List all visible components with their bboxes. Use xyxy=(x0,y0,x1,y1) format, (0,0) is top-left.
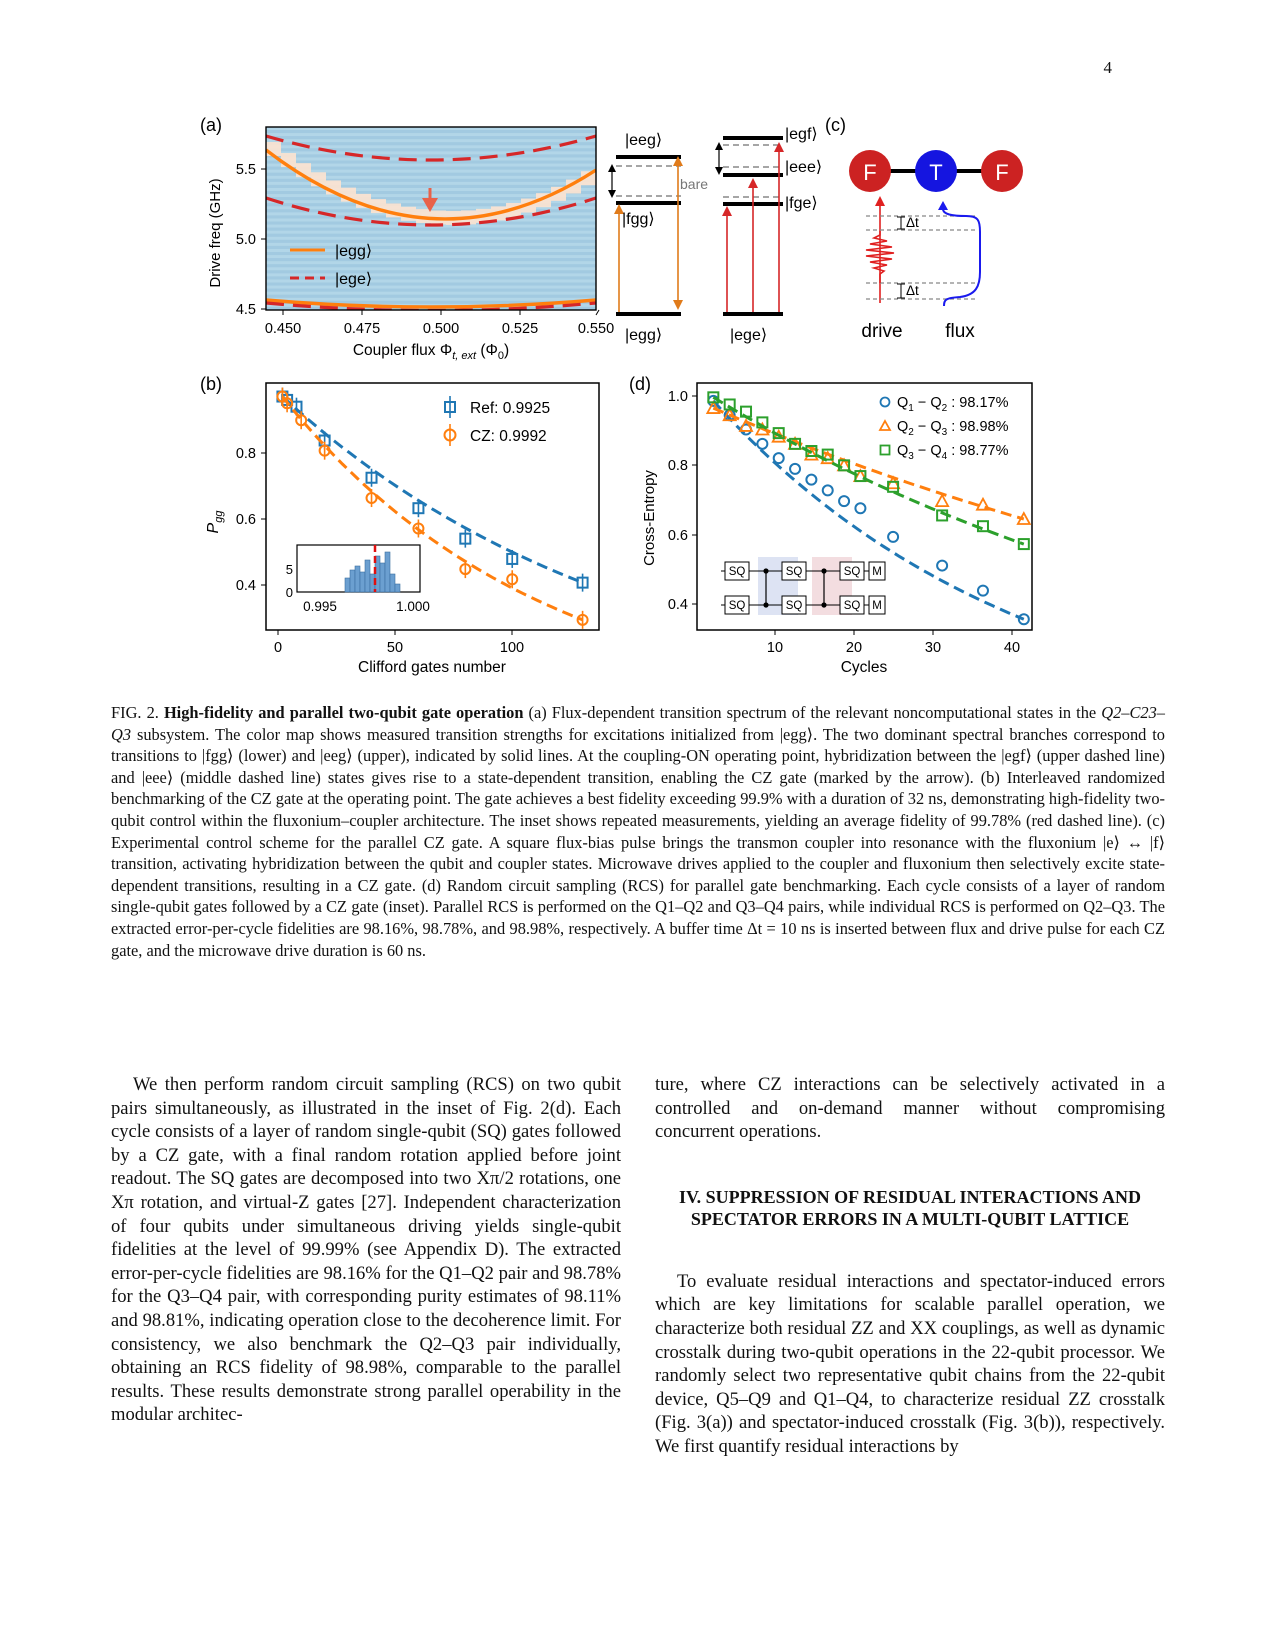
svg-text:M: M xyxy=(872,566,882,578)
a-ytick-0: 5.5 xyxy=(235,162,256,178)
level-eeg: |eeg⟩ xyxy=(625,132,663,149)
a-xtick-2: 0.500 xyxy=(422,321,460,337)
legend-d-q1q2: $Q_1 - Q_2$ : 98.17% xyxy=(897,395,1009,414)
level-ege: |ege⟩ xyxy=(730,327,768,344)
a-xtick-1: 0.475 xyxy=(343,321,381,337)
page-number: 4 xyxy=(1103,58,1112,77)
b-ytick-0: 0.8 xyxy=(235,446,256,462)
legend-egg: |egg⟩ xyxy=(335,243,373,260)
data-point xyxy=(774,453,784,463)
b-xtick-0: 0 xyxy=(273,640,283,656)
a-xtick-4: 0.550 xyxy=(577,321,615,337)
d-ytick-3: 0.4 xyxy=(667,597,688,613)
d-ytick-2: 0.6 xyxy=(667,528,688,544)
figure-2 xyxy=(0,0,1275,690)
legend-b xyxy=(445,396,551,446)
legend-cz: CZ: 0.9992 xyxy=(470,428,547,445)
delta-t-bottom: Δt xyxy=(906,283,919,298)
section-heading: IV. SUPPRESSION OF RESIDUAL INTERACTIONS AND SPECTATOR ERRORS IN A MULTI-QUBIT LATTICE xyxy=(678,1186,1142,1229)
a-xlabel: Coupler flux $\Phi_{t, ext}$ $(\Phi_0)$ xyxy=(352,342,510,362)
caption-text-1: (a) Flux-dependent transition spectrum of the relevant noncomputational states in the xyxy=(523,703,1102,722)
caption-math-1: Q2–C23–Q3 xyxy=(111,703,1165,744)
legend-d xyxy=(880,395,1009,462)
inset-b-xtick-1: 1.000 xyxy=(396,599,430,614)
legend-d-q2q3: $Q_2 - Q_3$ : 98.98% xyxy=(897,419,1009,438)
d-xtick-0: 10 xyxy=(766,640,784,656)
chart-b xyxy=(277,388,587,629)
b-xtick-2: 100 xyxy=(499,640,525,656)
panel-label-d: (d) xyxy=(629,374,651,394)
b-ytick-1: 0.6 xyxy=(235,512,256,528)
level-fge: |fge⟩ xyxy=(785,195,818,212)
d-xtick-2: 30 xyxy=(924,640,942,656)
svg-text:SQ: SQ xyxy=(785,566,803,578)
legend-ref: Ref: 0.9925 xyxy=(470,400,551,417)
b-xtick-1: 50 xyxy=(386,640,404,656)
d-ylabel: Cross-Entropy xyxy=(641,470,658,566)
svg-text:SQ: SQ xyxy=(785,600,803,612)
paragraph-residual: To evaluate residual interactions and spectator-induced errors which are key limitations for scalable parallel operation, we characterize both residual ZZ and XX couplings, as well as dynamic crosstalk during two-qubit operations in the 22-qubit processor. We randomly select two representative qubit chains from the 22-qubit device, Q5–Q9 and Q1–Q4, to characterize residual ZZ crosstalk (Fig. 3(a)) and spectator-induced crosstalk (Fig. 3(b)), respectively. We first quantify residual interactions by xyxy=(655,1270,1165,1457)
data-point xyxy=(855,503,865,513)
svg-text:SQ: SQ xyxy=(843,600,861,612)
body-column-left xyxy=(111,1073,621,1427)
fidelity-histogram-inset xyxy=(286,545,430,614)
legend-d-q3q4: $Q_3 - Q_4$ : 98.77% xyxy=(897,443,1009,462)
paragraph-rcs: We then perform random circuit sampling (RCS) on two qubit pairs simultaneously, as illustrated in the inset of Fig. 2(d). Each cycle consists of a layer of random single-qubit (SQ) gates followed by a CZ gate, with a final random rotation applied before joint readout. The SQ gates are decomposed into two Xπ/2 rotations, one Xπ rotation, and virtual-Z gates [27]. Independent characterization of four qubits under simultaneous driving yields single-qubit fidelities at the level of 99.99% (see Appendix D). The extracted error-per-cycle fidelities are 98.16% for the Q1–Q2 pair and 98.78% for the Q3–Q4 pair, with corresponding purity estimates of 98.11% and 98.81%, indicating operation close to the decoherence limit. For consistency, we also benchmark the Q2–Q3 pair individually, obtaining an RCS fidelity of 98.98%, comparable to the parallel results. These results demonstrate strong parallel operability in the modular architec- xyxy=(111,1074,621,1426)
a-ytick-2: 4.5 xyxy=(235,302,256,318)
a-xtick-3: 0.525 xyxy=(501,321,539,337)
level-eee: |eee⟩ xyxy=(785,159,823,176)
data-point xyxy=(757,439,767,449)
level-diagram-left xyxy=(608,132,708,344)
drive-pulse xyxy=(866,231,894,283)
a-ylabel: Drive freq (GHz) xyxy=(207,178,224,288)
level-fgg: |fgg⟩ xyxy=(622,211,655,228)
data-point xyxy=(978,586,988,596)
data-point xyxy=(937,561,947,571)
svg-text:SQ: SQ xyxy=(843,566,861,578)
panel-label-a: (a) xyxy=(200,115,222,135)
inset-b-ytick-0: 5 xyxy=(285,562,293,577)
legend-ege: |ege⟩ xyxy=(335,271,373,288)
drive-label: drive xyxy=(861,321,903,342)
d-ytick-0: 1.0 xyxy=(667,389,688,405)
d-xtick-1: 20 xyxy=(845,640,863,656)
body-column-right xyxy=(655,1073,1165,1459)
data-point xyxy=(888,532,898,542)
b-ylabel: $P_{gg}$ xyxy=(205,510,225,534)
svg-text:F: F xyxy=(863,160,877,185)
flux-label: flux xyxy=(945,321,975,342)
level-egf: |egf⟩ xyxy=(785,126,818,143)
svg-text:F: F xyxy=(995,160,1009,185)
panel-label-b: (b) xyxy=(200,374,222,394)
rcs-circuit-inset xyxy=(721,557,885,615)
a-ytick-1: 5.0 xyxy=(235,232,256,248)
panel-label-c: (c) xyxy=(825,115,846,135)
level-egg: |egg⟩ xyxy=(625,327,663,344)
data-point xyxy=(823,485,833,495)
caption-title: High-fidelity and parallel two-qubit gate operation xyxy=(163,703,524,722)
delta-t-top: Δt xyxy=(906,215,919,230)
d-xtick-3: 40 xyxy=(1003,640,1021,656)
data-point xyxy=(936,495,948,506)
a-xtick-0: 0.450 xyxy=(264,321,302,337)
caption-label: FIG. 2. xyxy=(111,703,159,722)
inset-b-xtick-0: 0.995 xyxy=(303,599,337,614)
flux-pulse xyxy=(943,209,980,306)
paragraph-continuation: ture, where CZ interactions can be selectively activated in a controlled and on-demand manner without compromising concurrent operations. xyxy=(655,1074,1165,1143)
svg-text:SQ: SQ xyxy=(728,566,746,578)
svg-text:SQ: SQ xyxy=(728,600,746,612)
svg-text:T: T xyxy=(929,160,943,185)
b-xlabel: Clifford gates number xyxy=(358,659,506,676)
d-ytick-1: 0.8 xyxy=(667,458,688,474)
d-xlabel: Cycles xyxy=(840,659,888,676)
inset-b-ytick-1: 0 xyxy=(285,585,293,600)
data-point xyxy=(839,496,849,506)
panel-b-frame xyxy=(266,383,599,630)
caption-text-2: subsystem. The color map shows measured transition strengths for excitations initialized from |egg⟩. The two dominant spectral branches correspond to transitions to |fgg⟩ (lower) and |eeg⟩ (upper), indicated by solid lines. At the coupling-ON operating point, hybridization between the |egf⟩ (upper dashed line) and |eee⟩ (middle dashed line) states gives rise to a state-dependent transition, enabling the CZ gate (marked by the arrow). (b) Interleaved randomized benchmarking of the CZ gate at the operating point. The gate achieves a best fidelity exceeding 99.9% with a duration of 32 ns, demonstrating high-fidelity two-qubit control within the fluxonium–coupler architecture. The inset shows repeated measurements, yielding an average fidelity of 99.78% (red dashed line). (c) Experimental control scheme for the parallel CZ gate. A square flux-bias pulse brings the transmon coupler into resonance with the fluxonium |e⟩ ↔ |f⟩ transition, activating hybridization between the qubit and coupler states. Microwave drives applied to the coupler and fluxonium then selectively excite state-dependent transitions, resulting in a CZ gate. (d) Random circuit sampling (RCS) for parallel gate benchmarking. Each cycle consists of a layer of random single-qubit gates followed by a CZ gate (inset). Parallel RCS is performed on the Q1–Q2 and Q3–Q4 pairs, while individual RCS is performed on Q2–Q3. The extracted error-per-cycle fidelities are 98.16%, 98.78%, and 98.98%, respectively. A buffer time Δt = 10 ns is inserted between flux and drive pulse for each CZ gate, and the microwave drive duration is 60 ns. xyxy=(111,724,1165,960)
svg-text:M: M xyxy=(872,600,882,612)
level-diagram-right xyxy=(715,126,822,344)
b-ytick-2: 0.4 xyxy=(235,578,256,594)
data-point xyxy=(806,475,816,485)
figure-caption xyxy=(111,702,1165,961)
bare-label: bare xyxy=(680,176,709,192)
data-point xyxy=(790,464,800,474)
